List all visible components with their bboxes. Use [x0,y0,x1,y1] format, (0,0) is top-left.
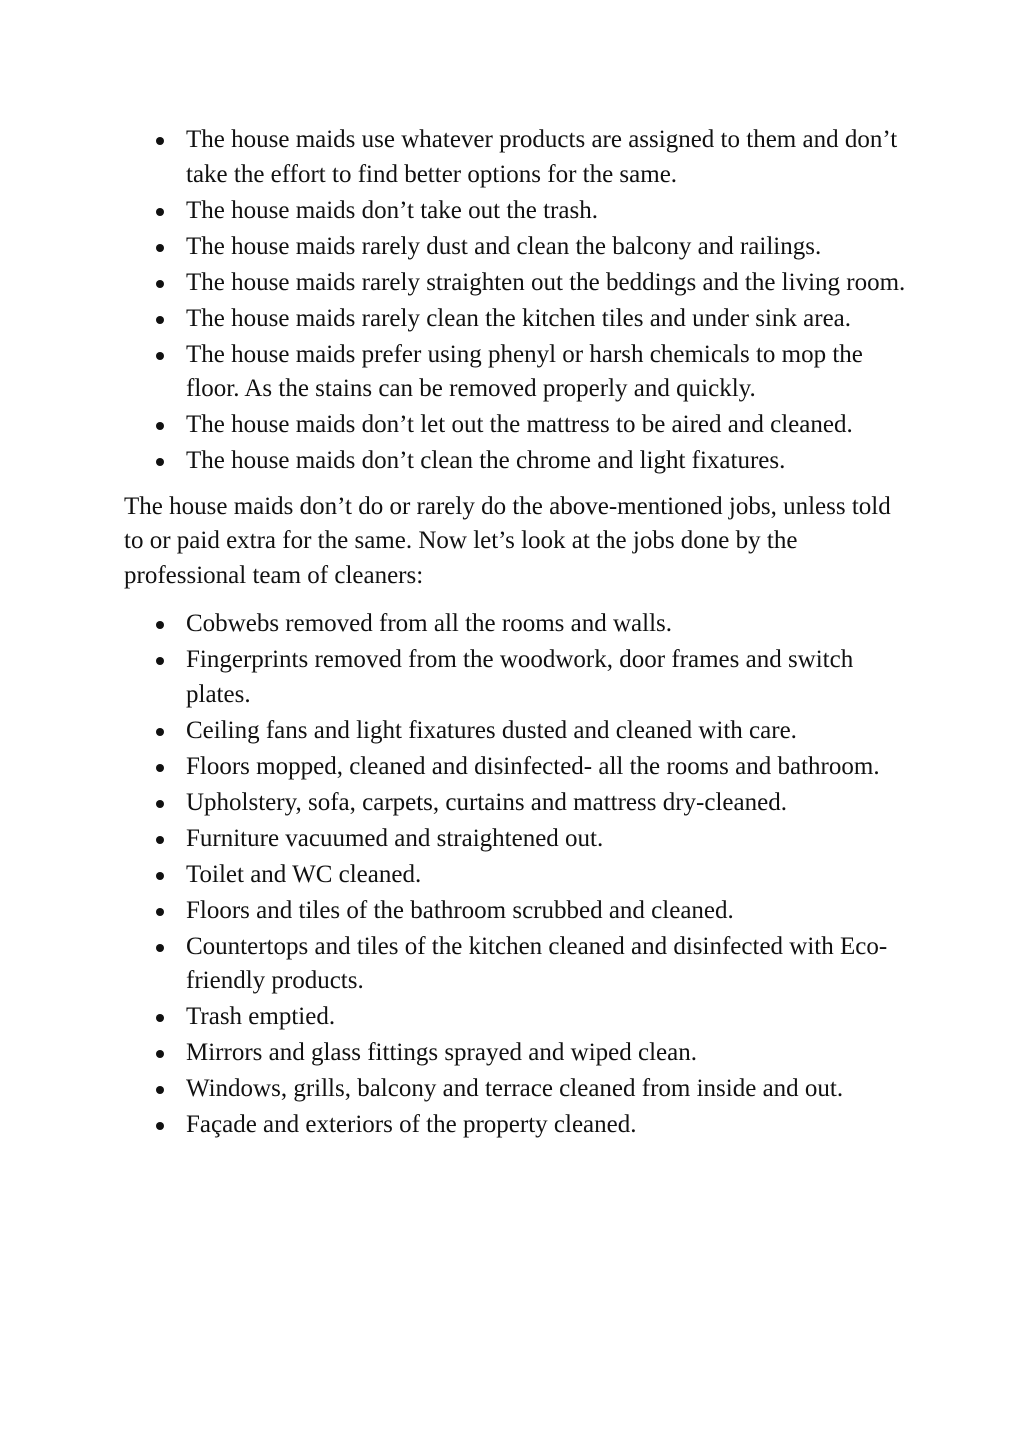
list-item [124,1036,914,1071]
bullet-icon [156,280,164,288]
bullet-icon [156,458,164,466]
list-item [124,643,914,712]
bullet-icon [156,621,164,629]
bullet-icon [156,244,164,252]
bullet-icon [156,657,164,665]
list-item [124,750,914,785]
list-item [124,894,914,929]
list-item [124,444,914,479]
bullet-icon [156,1122,164,1130]
house-maid-shortcomings-list [124,123,914,479]
list-item [124,266,914,301]
list-item-text: The house maids prefer using phenyl or harsh chemicals to mop the floor. As the stains can be removed properly and quickly. [186,340,863,402]
bullet-icon [156,800,164,808]
bullet-icon [156,352,164,360]
list-item [124,302,914,337]
body-paragraph: The house maids don’t do or rarely do the above-mentioned jobs, unless told to or paid extra for the same. Now let’s look at the jobs done by the professional team of cleaners: [124,492,891,589]
bullet-icon [156,944,164,952]
list-item-text: Trash emptied. [186,1003,336,1030]
list-item-text: Fingerprints removed from the woodwork, door frames and switch plates. [186,646,854,708]
bullet-icon [156,208,164,216]
list-item [124,714,914,749]
list-item-text: Upholstery, sofa, carpets, curtains and mattress dry-cleaned. [186,788,787,816]
list-item-text: Toilet and WC cleaned. [186,860,422,888]
bullet-icon [156,1086,164,1094]
list-item [124,822,914,857]
list-item-text: The house maids rarely dust and clean the balcony and railings. [186,232,822,260]
list-item [124,194,914,229]
list-item-text: Countertops and tiles of the kitchen cleaned and disinfected with Eco-friendly products. [186,932,888,994]
list-item-text: Floors mopped, cleaned and disinfected- all the rooms and bathroom. [186,752,880,780]
list-item-text: Furniture vacuumed and straightened out. [186,824,604,852]
list-item-text: Mirrors and glass fittings sprayed and wiped clean. [186,1039,697,1066]
list-item-text: Cobwebs removed from all the rooms and walls. [186,610,673,637]
list-item [124,1000,914,1035]
list-item-text: The house maids don’t clean the chrome and light fixatures. [186,447,786,474]
bullet-icon [156,1014,164,1022]
professional-cleaner-jobs-list [124,607,914,1143]
list-item [124,408,914,443]
list-item [124,338,914,407]
list-item [124,1108,914,1143]
list-item-text: The house maids don’t take out the trash. [186,196,598,224]
document-page [124,123,914,1144]
bullet-icon [156,872,164,880]
list-item-text: The house maids don’t let out the mattress to be aired and cleaned. [186,411,853,438]
list-item-text: The house maids rarely clean the kitchen tiles and under sink area. [186,304,852,332]
list-item-text: The house maids rarely straighten out the beddings and the living room. [186,268,906,296]
list-item [124,607,914,642]
list-item [124,123,914,192]
list-item [124,786,914,821]
bullet-icon [156,836,164,844]
bullet-icon [156,764,164,772]
bullet-icon [156,422,164,430]
list-item-text: The house maids use whatever products are assigned to them and don’t take the effort to find better options for the same. [186,126,898,188]
list-item-text: Windows, grills, balcony and terrace cleaned from inside and out. [186,1075,844,1102]
list-item [124,930,914,999]
bullet-icon [156,1050,164,1058]
list-item [124,858,914,893]
list-item [124,230,914,265]
bullet-icon [156,908,164,916]
list-item-text: Ceiling fans and light fixatures dusted and cleaned with care. [186,716,797,744]
list-item [124,1072,914,1107]
list-item-text: Façade and exteriors of the property cleaned. [186,1111,637,1138]
bullet-icon [156,137,164,145]
list-item-text: Floors and tiles of the bathroom scrubbed and cleaned. [186,896,734,924]
bullet-icon [156,728,164,736]
bullet-icon [156,316,164,324]
